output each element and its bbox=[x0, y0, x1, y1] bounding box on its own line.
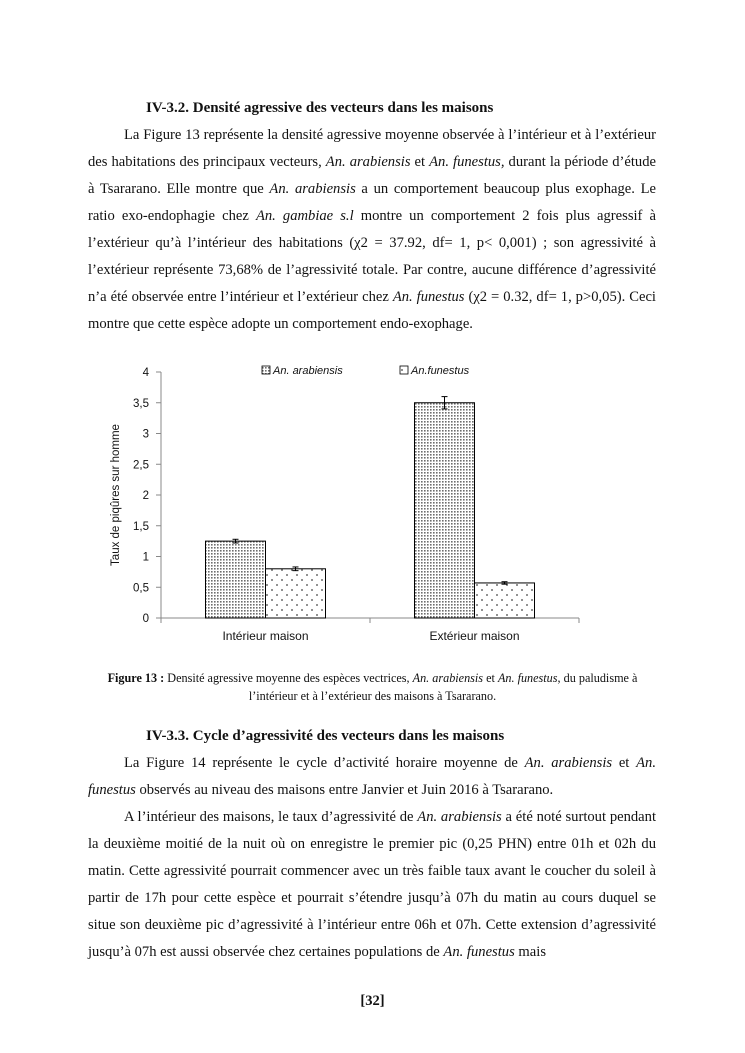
bar-funestus-exterieur bbox=[475, 583, 535, 618]
text-run: La Figure 14 représente le cycle d’activité horaire moyenne de bbox=[124, 755, 525, 771]
italic-term: An. funestus, bbox=[429, 154, 505, 170]
section-heading-iv-3-2: IV-3.2. Densité agressive des vecteurs dans les maisons bbox=[146, 100, 494, 116]
y-tick-label: 4 bbox=[142, 367, 149, 379]
italic-term: An. funestus bbox=[497, 671, 558, 685]
y-tick-label: 2,5 bbox=[133, 459, 149, 472]
figure-caption bbox=[100, 669, 645, 705]
x-tick-label: Extérieur maison bbox=[429, 629, 520, 643]
bars bbox=[206, 397, 535, 618]
text-run: et bbox=[483, 671, 498, 685]
italic-term: An. gambiae s.l bbox=[255, 208, 354, 224]
text-run: et bbox=[612, 755, 637, 771]
text-run: a un comportement beaucoup plus exophage. Le ratio exo-endophagie chez bbox=[88, 181, 656, 224]
text-run: montre un comportement 2 fois plus agressif à l’extérieur qu’à l’intérieur des habitations (χ2 = 37.92, df= 1, p< 0,001) ; son agressivité à l’extérieur représente 73,68% de l’agressivité totale. Par contre, aucune différence d’agressivité n’a été observée entre l’intérieur et l’extérieur chez bbox=[88, 208, 656, 305]
italic-term: An. arabiensis bbox=[417, 809, 502, 825]
paragraph-iv-3-3-b bbox=[88, 804, 656, 966]
text-run: a été noté surtout pendant la deuxième moitié de la nuit où on enregistre le premier pic (0,25 PHN) entre 01h et 02h du matin. Cette agressivité pourrait commencer avec un très faible taux avant le coucher du soleil à partir de 17h pour cette espèce et pourrait s’étendre jusqu’à 07h du matin au cours duquel se situe son deuxième pic d’agressivité à l’intérieur entre 06h et 07h. Cette extension d’agressivité jusqu’à 07h est aussi observée chez certaines populations de bbox=[88, 809, 657, 960]
y-tick-label: 1 bbox=[142, 551, 149, 564]
y-tick-label: 3 bbox=[142, 428, 149, 441]
text-run: , du paludisme à l’intérieur et à l’extérieur des maisons à Tsararano. bbox=[248, 671, 638, 703]
y-tick-label: 2 bbox=[142, 490, 149, 502]
y-tick-label: 0 bbox=[142, 613, 149, 625]
italic-term: An. funestus bbox=[88, 755, 656, 798]
text-run: La Figure 13 représente la densité agressive moyenne observée à l’intérieur et à l’extérieur des habitations des principaux vecteurs, bbox=[88, 127, 656, 170]
italic-term: An. arabiensis bbox=[412, 671, 484, 685]
text-run: durant la période d’étude à Tsararano. Elle montre que bbox=[88, 154, 656, 197]
y-tick-label: 0,5 bbox=[133, 582, 149, 595]
italic-term: An. funestus bbox=[392, 289, 465, 305]
y-tick-label: 3,5 bbox=[133, 397, 149, 410]
italic-term: An. arabiensis bbox=[325, 154, 411, 170]
bar-chart-figure-13 bbox=[100, 358, 660, 656]
italic-term: An. arabiensis bbox=[524, 755, 613, 771]
x-axis bbox=[161, 618, 579, 643]
bar-arabiensis-interieur bbox=[206, 541, 266, 618]
y-axis bbox=[133, 367, 161, 625]
paragraph-iv-3-2 bbox=[88, 122, 656, 338]
text-run: Densité agressive moyenne des espèces vectrices, bbox=[164, 671, 413, 685]
legend bbox=[262, 365, 470, 377]
text-run: mais bbox=[514, 944, 546, 960]
italic-term: An. arabiensis bbox=[269, 181, 356, 197]
figure-caption-label: Figure 13 : bbox=[107, 671, 165, 685]
legend-label-arabiensis: An. arabiensis bbox=[273, 365, 343, 377]
text-run: observés au niveau des maisons entre Janvier et Juin 2016 à Tsararano. bbox=[135, 782, 554, 798]
section-heading-iv-3-3: IV-3.3. Cycle d’agressivité des vecteurs dans les maisons bbox=[146, 728, 505, 744]
paragraph-iv-3-3-a bbox=[88, 750, 656, 804]
x-tick-label: Intérieur maison bbox=[222, 629, 309, 643]
legend-swatch-arabiensis bbox=[262, 366, 270, 374]
y-tick-label: 1,5 bbox=[133, 520, 149, 533]
text-run: A l’intérieur des maisons, le taux d’agressivité de bbox=[124, 809, 418, 825]
page-number: [32] bbox=[360, 993, 385, 1009]
legend-swatch-funestus bbox=[400, 366, 408, 374]
legend-label-funestus: An.funestus bbox=[411, 365, 470, 377]
bar-funestus-interieur bbox=[266, 569, 326, 618]
italic-term: An. funestus bbox=[443, 944, 515, 960]
text-run: (χ2 = 0.32, df= 1, p>0,05). Ceci montre que cette espèce adopte un comportement endo-exophage. bbox=[88, 289, 656, 332]
text-run: et bbox=[410, 154, 430, 170]
y-axis-label: Taux de piqûres sur homme bbox=[110, 424, 122, 566]
bar-arabiensis-exterieur bbox=[415, 403, 475, 618]
